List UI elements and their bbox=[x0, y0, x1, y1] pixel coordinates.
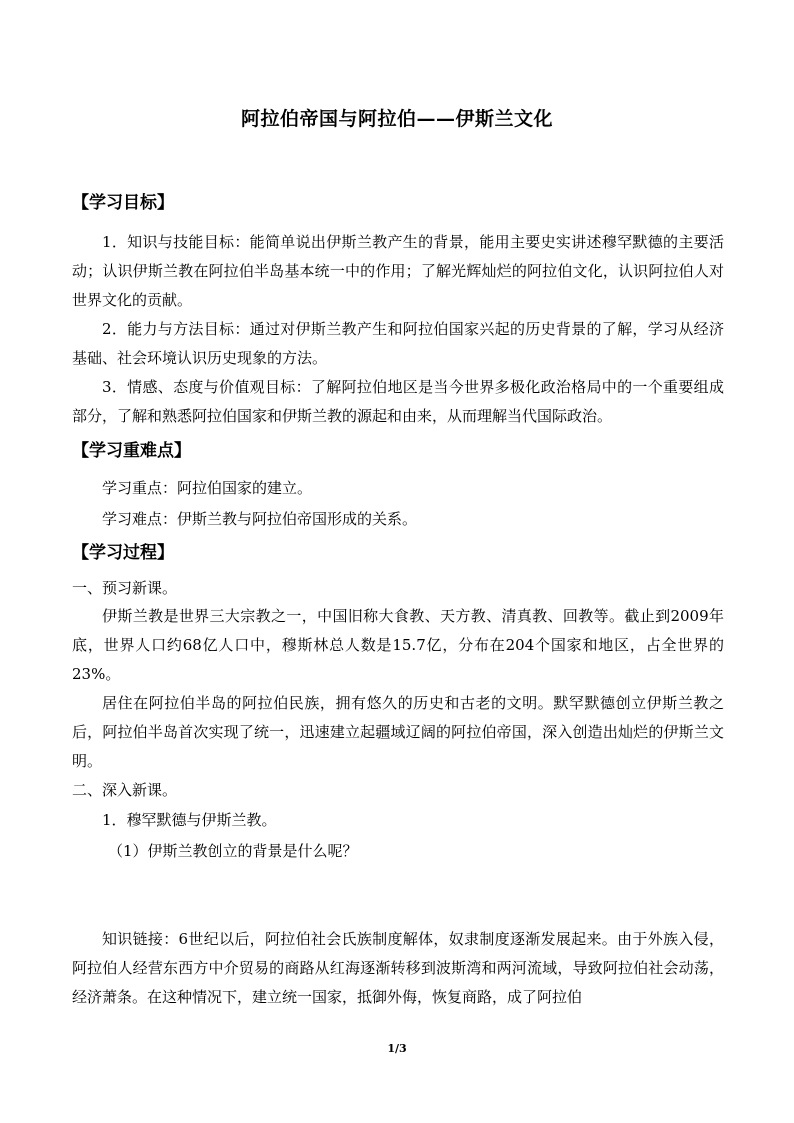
page-number: 1/3 bbox=[387, 1042, 407, 1055]
subheading-muhammad: 1．穆罕默德与伊斯兰教。 bbox=[102, 811, 277, 829]
key-point-difficulty: 学习难点：伊斯兰教与阿拉伯帝国形成的关系。 bbox=[102, 510, 418, 528]
document-title: 阿拉伯帝国与阿拉伯——伊斯兰文化 bbox=[240, 108, 553, 130]
deep-heading: 二、深入新课。 bbox=[72, 781, 178, 799]
section-heading-objectives: 【学习目标】 bbox=[72, 193, 174, 213]
section-heading-key-points: 【学习重难点】 bbox=[72, 441, 191, 461]
knowledge-link-paragraph: 知识链接：6世纪以后，阿拉伯社会氏族制度解体，奴隶制度逐渐发展起来。由于外族入侵，阿拉伯人经营东西方中介贸易的商路从红海逐渐转移到波斯湾和两河流域，导致阿拉伯社会动荡，经济萧条。在这种情况下，建立统一国家，抵御外侮，恢复商路，成了阿拉伯 bbox=[72, 930, 724, 1006]
key-point-focus: 学习重点：阿拉伯国家的建立。 bbox=[102, 479, 313, 497]
preview-heading: 一、预习新课。 bbox=[72, 579, 178, 597]
preview-paragraph: 居住在阿拉伯半岛的阿拉伯民族，拥有悠久的历史和古老的文明。默罕默德创立伊斯兰教之后，阿拉伯半岛首次实现了统一，迅速建立起疆域辽阔的阿拉伯帝国，深入创造出灿烂的伊斯兰文明。 bbox=[72, 694, 724, 770]
objective-item: 3．情感、态度与价值观目标：了解阿拉伯地区是当今世界多极化政治格局中的一个重要组成部分，了解和熟悉阿拉伯国家和伊斯兰教的源起和由来，从而理解当代国际政治。 bbox=[72, 378, 724, 425]
objective-item: 1．知识与技能目标：能简单说出伊斯兰教产生的背景，能用主要史实讲述穆罕默德的主要活动；认识伊斯兰教在阿拉伯半岛基本统一中的作用；了解光辉灿烂的阿拉伯文化，认识阿拉伯人对世界文化的贡献。 bbox=[72, 233, 724, 309]
question-background: （1）伊斯兰教创立的背景是什么呢？ bbox=[108, 842, 358, 860]
objective-item: 2．能力与方法目标：通过对伊斯兰教产生和阿拉伯国家兴起的历史背景的了解，学习从经济基础、社会环境认识历史现象的方法。 bbox=[72, 320, 724, 367]
section-heading-process: 【学习过程】 bbox=[72, 543, 174, 563]
preview-paragraph: 伊斯兰教是世界三大宗教之一，中国旧称大食教、天方教、清真教、回教等。截止到2009年底，世界人口约68亿人口中，穆斯林总人数是15.7亿，分布在204个国家和地区，占全世界的23%。 bbox=[72, 607, 724, 683]
